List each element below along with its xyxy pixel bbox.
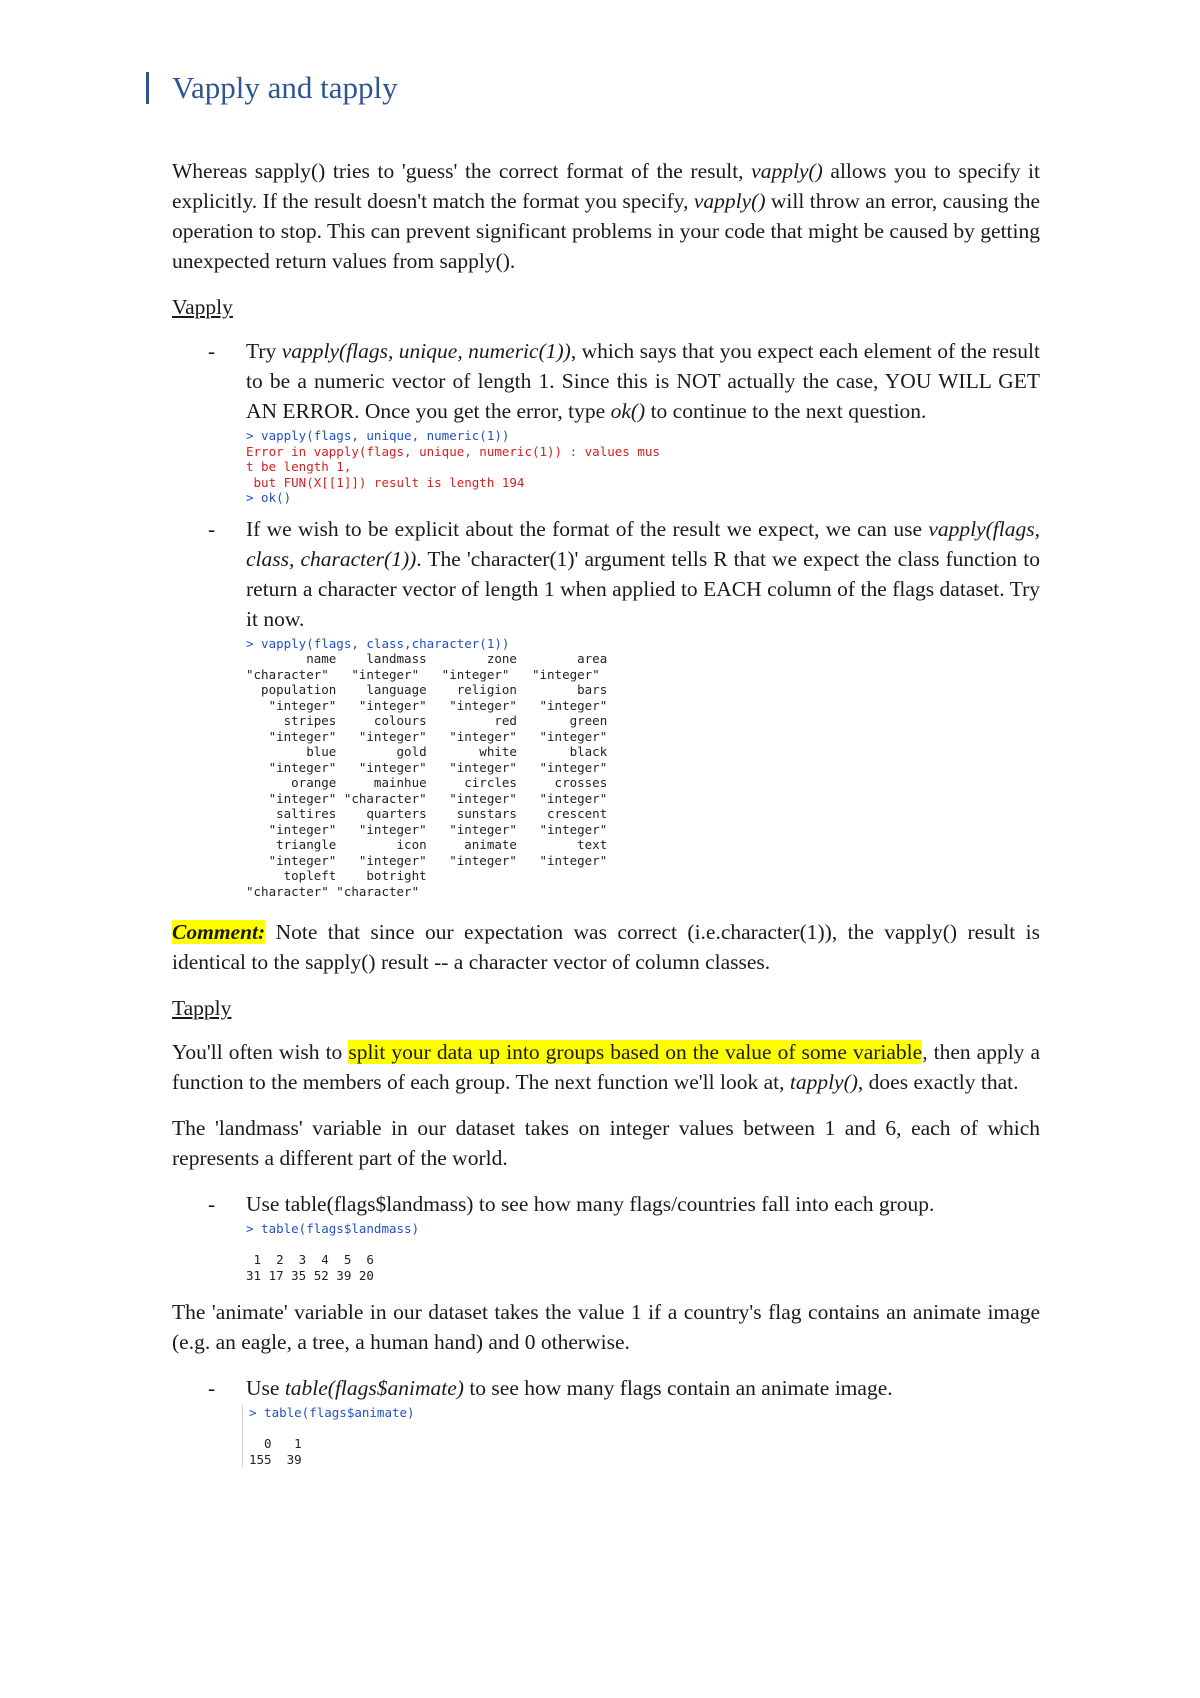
landmass-paragraph: The 'landmass' variable in our dataset takes on integer values between 1 and 6, each of which represents a different part of the world. bbox=[172, 1116, 1040, 1170]
bullet-dash: - bbox=[208, 516, 216, 541]
list-item bbox=[172, 514, 1040, 900]
bullet-dash: - bbox=[208, 1376, 216, 1400]
code-output: name landmass zone area "character" "integer" "integer" "integer" population language religion bars "integer" "integer" "integer" "integer" stripes colours red green "integer" "integer" "integer" "integer" blue gold white black "integer" "integer" "integer" "integer" orange mainhue circles crosses "integer" "character" "integer" "integer" saltires quarters sunstars crescent "integer" "integer" "integer" "integer" triangle icon animate text "integer" "integer" "integer" "integer" topleft botright "character" "character" bbox=[246, 651, 608, 899]
code-prompt: > vapply(flags, unique, numeric(1)) bbox=[246, 428, 510, 443]
code-prompt: > vapply(flags, class,character(1)) bbox=[246, 635, 510, 651]
bullet-text: If we wish to be explicit about the format of the result we expect, we can use vapply(flags, class, character(1)). The 'character(1)' argument tells R that we expect the class function to return a character vector of length 1 when applied to EACH column of the flags dataset. Try it now. bbox=[246, 516, 1040, 631]
list-item bbox=[172, 1373, 1040, 1467]
code-prompt: > ok() bbox=[246, 490, 292, 505]
tapply-subheading: Tapply bbox=[172, 996, 232, 1020]
bullet-dash: - bbox=[208, 1192, 216, 1216]
intro-paragraph: Whereas sapply() tries to 'guess' the correct format of the result, vapply() allows you to specify it explicitly. If the result doesn't match the format you specify, vapply() will throw an error, causing the operation to stop. This can prevent significant problems in your code that might be caused by getting unexpected return values from sapply(). bbox=[172, 159, 1040, 273]
comment-label: Comment: bbox=[172, 920, 266, 944]
code-block bbox=[246, 1221, 1040, 1283]
document-page bbox=[172, 68, 1040, 1475]
bullet-text: Use table(flags$animate) to see how many flags contain an animate image. bbox=[246, 1376, 893, 1400]
page-title-text: Vapply and tapply bbox=[172, 70, 398, 105]
code-block bbox=[242, 1405, 1040, 1467]
highlighted-text: split your data up into groups based on the value of some variable bbox=[348, 1040, 923, 1064]
animate-paragraph: The 'animate' variable in our dataset takes the value 1 if a country's flag contains an animate image (e.g. an eagle, a tree, a human hand) and 0 otherwise. bbox=[172, 1300, 1040, 1354]
code-output: 0 1 155 39 bbox=[249, 1436, 302, 1467]
bullet-text: Try vapply(flags, unique, numeric(1)), which says that you expect each element of the result to be a numeric vector of length 1. Since this is NOT actually the case, YOU WILL GET AN ERROR. Once you get the error, type ok() to continue to the next question. bbox=[246, 339, 1040, 423]
code-block bbox=[246, 428, 1040, 506]
tapply-paragraph: You'll often wish to split your data up into groups based on the value of some variable, then apply a function to the members of each group. The next function we'll look at, tapply(), does exactly that. bbox=[172, 1040, 1040, 1094]
bullet-dash: - bbox=[208, 339, 216, 363]
code-prompt: > table(flags$animate) bbox=[249, 1405, 415, 1420]
vapply-subheading: Vapply bbox=[172, 295, 233, 319]
code-block bbox=[246, 636, 1040, 900]
code-output: 1 2 3 4 5 6 31 17 35 52 39 20 bbox=[246, 1252, 374, 1283]
code-prompt: > table(flags$landmass) bbox=[246, 1221, 420, 1236]
heading-accent-bar bbox=[146, 72, 149, 104]
page-title bbox=[172, 68, 1040, 108]
list-item bbox=[172, 1189, 1040, 1283]
comment-paragraph: Comment: Note that since our expectation was correct (i.e.character(1)), the vapply() result is identical to the sapply() result -- a character vector of column classes. bbox=[172, 920, 1040, 974]
list-item bbox=[172, 336, 1040, 506]
code-error: Error in vapply(flags, unique, numeric(1)) : values mus t be length 1, but FUN(X[[1]]) result is length 194 bbox=[246, 443, 660, 490]
bullet-text: Use table(flags$landmass) to see how many flags/countries fall into each group. bbox=[246, 1192, 935, 1216]
